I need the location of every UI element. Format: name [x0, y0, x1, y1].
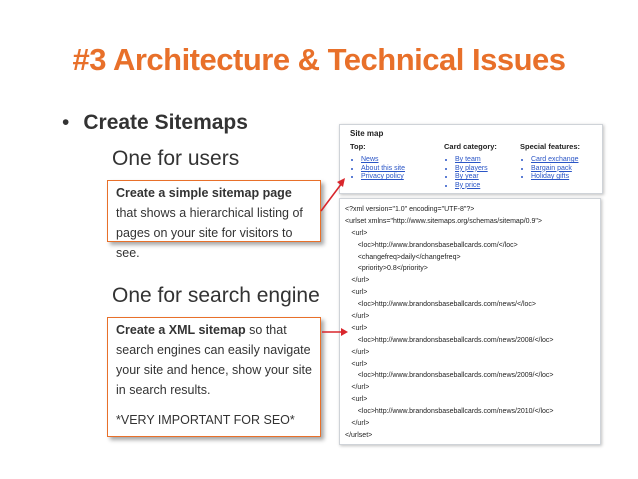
sitemap-link[interactable]: • Bargain pack — [531, 165, 580, 174]
xml-line: </url> — [351, 348, 370, 356]
xml-line: </urlset> — [345, 431, 373, 439]
xml-line: </url> — [351, 420, 370, 428]
sitemap-link[interactable]: • By team — [455, 156, 497, 165]
sitemap-link[interactable]: • About this site — [361, 165, 405, 174]
xml-line: <url> — [351, 289, 368, 297]
engine-note-important: *VERY IMPORTANT FOR SEO* — [116, 413, 295, 427]
bullet-label: Create Sitemaps — [83, 111, 248, 134]
arrow-to-xml-icon — [320, 325, 350, 339]
users-note-box — [107, 180, 321, 260]
xml-line: <url> — [351, 396, 368, 404]
engine-note-bold: Create a XML sitemap — [116, 323, 246, 337]
xml-line: <loc>http://www.brandonsbaseballcards.com/news/2009/</loc> — [357, 372, 554, 380]
bullet-create-sitemaps — [62, 111, 248, 135]
xml-line: <priority>0.8</priority> — [357, 265, 428, 273]
slide-title: #3 Architecture & Technical Issues — [72, 42, 566, 77]
sitemap-link[interactable]: • By price — [455, 182, 497, 191]
xml-line: <url> — [351, 324, 368, 332]
xml-line: <loc>http://www.brandonsbaseballcards.com/news/</loc> — [357, 301, 537, 309]
xml-line: <loc>http://www.brandonsbaseballcards.com/news/2008/</loc> — [357, 336, 554, 344]
sitemap-link[interactable]: • By players — [455, 165, 497, 174]
sitemap-title: Site map — [350, 129, 384, 138]
xml-line: <url> — [351, 360, 368, 368]
arrow-to-sitemap-icon — [318, 175, 348, 215]
sitemap-page-screenshot — [339, 124, 603, 194]
bullet-symbol: • — [62, 111, 70, 134]
sitemap-column-heading: Card category: — [444, 142, 497, 151]
xml-line: </url> — [351, 277, 370, 285]
engine-note-box — [107, 317, 321, 437]
sitemap-link[interactable]: • By year — [455, 173, 497, 182]
sitemap-link[interactable]: • News — [361, 156, 405, 165]
engine-heading: One for search engine — [112, 284, 320, 307]
sitemap-column-heading: Special features: — [520, 142, 581, 151]
xml-line: <url> — [351, 229, 368, 237]
xml-line: </url> — [351, 313, 370, 321]
sitemap-column-heading: Top: — [350, 142, 366, 151]
sitemap-link[interactable]: • Privacy policy — [361, 173, 405, 182]
sitemap-column-special-features — [520, 142, 580, 182]
xml-sitemap-screenshot — [339, 198, 601, 445]
xml-line: <?xml version="1.0" encoding="UTF-8"?> — [345, 206, 475, 213]
xml-line: <urlset xmlns="http://www.sitemaps.org/schemas/sitemap/0.9"> — [345, 217, 542, 225]
engine-note-text: so that search engines can easily navigate your site and hence, show your site in search results. — [116, 323, 312, 397]
xml-line: <loc>http://www.brandonsbaseballcards.com/news/2010/</loc> — [357, 408, 554, 416]
users-heading: One for users — [112, 147, 240, 170]
xml-line: <loc>http://www.brandonsbaseballcards.com/</loc> — [357, 241, 518, 249]
sitemap-link[interactable]: • Card exchange — [531, 156, 580, 165]
users-note-bold: Create a simple sitemap page — [116, 186, 292, 200]
sitemap-link[interactable]: • Holiday gifts — [531, 173, 580, 182]
xml-line: </url> — [351, 384, 370, 392]
xml-line: <changefreq>daily</changefreq> — [357, 253, 461, 261]
sitemap-column-top — [350, 142, 405, 182]
users-note-text: that shows a hierarchical listing of pages on your site for visitors to see. — [116, 206, 303, 260]
sitemap-column-card-category — [444, 142, 497, 190]
